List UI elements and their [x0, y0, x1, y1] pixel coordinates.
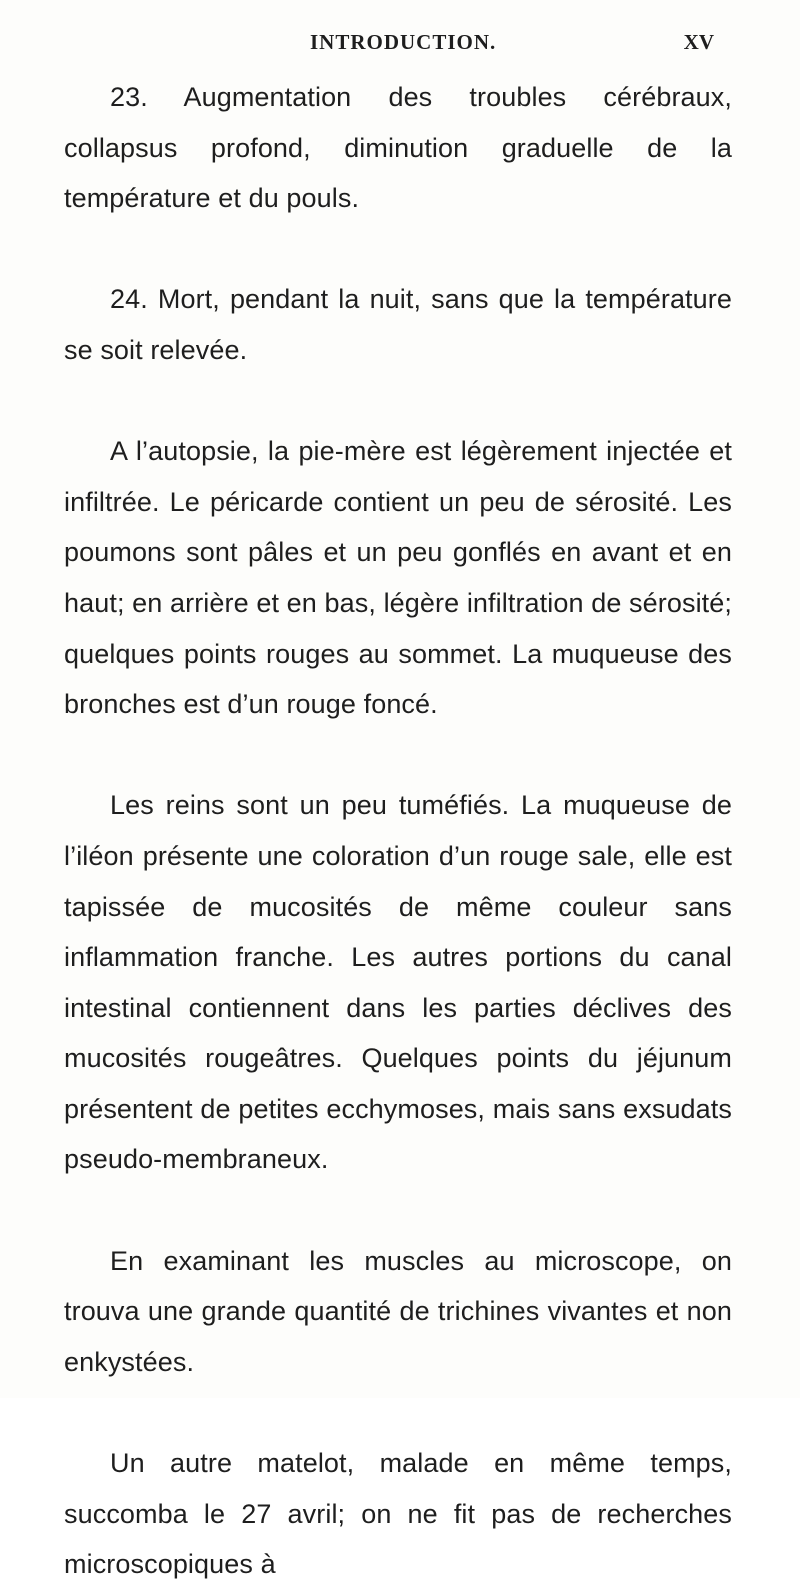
paragraph-reins: Les reins sont un peu tuméfiés. La muqueuse de l’iléon présente une coloration d’un rouge sale, elle est tapissée de mucosités de même couleur sans inflammation franche. Les autres portions du canal intestinal contiennent dans les parties déclives des mucosités rougeâtres. Quelques points du jéjunum présentent de petites ecchymoses, mais sans exsudats pseudo-membraneux. [64, 790, 732, 1175]
body-text [64, 72, 732, 1590]
paragraph-23: 23. Augmentation des troubles cérébraux, collapsus profond, diminution graduelle de la température et du pouls. [64, 82, 732, 214]
paragraph-autopsie: A l’autopsie, la pie-mère est légèrement injectée et infiltrée. Le péricarde contient un peu de sérosité. Les poumons sont pâles et un peu gonflés en avant et en haut; en arrière et en bas, légère infiltration de sérosité; quelques points rouges au sommet. La muqueuse des bronches est d’un rouge foncé. [64, 436, 732, 720]
running-header [0, 22, 800, 56]
paragraph-24: 24. Mort, pendant la nuit, sans que la température se soit relevée. [64, 284, 732, 365]
page-number: XV [683, 30, 714, 54]
running-title: INTRODUCTION. [310, 30, 497, 54]
paragraph-microscope: En examinant les muscles au microscope, on trouva une grande quantité de trichines vivantes et non enkystées. [64, 1245, 732, 1377]
paragraph-autre-matelot: Un autre matelot, malade en même temps, succomba le 27 avril; on ne fit pas de recherches microscopiques à [64, 1448, 732, 1580]
